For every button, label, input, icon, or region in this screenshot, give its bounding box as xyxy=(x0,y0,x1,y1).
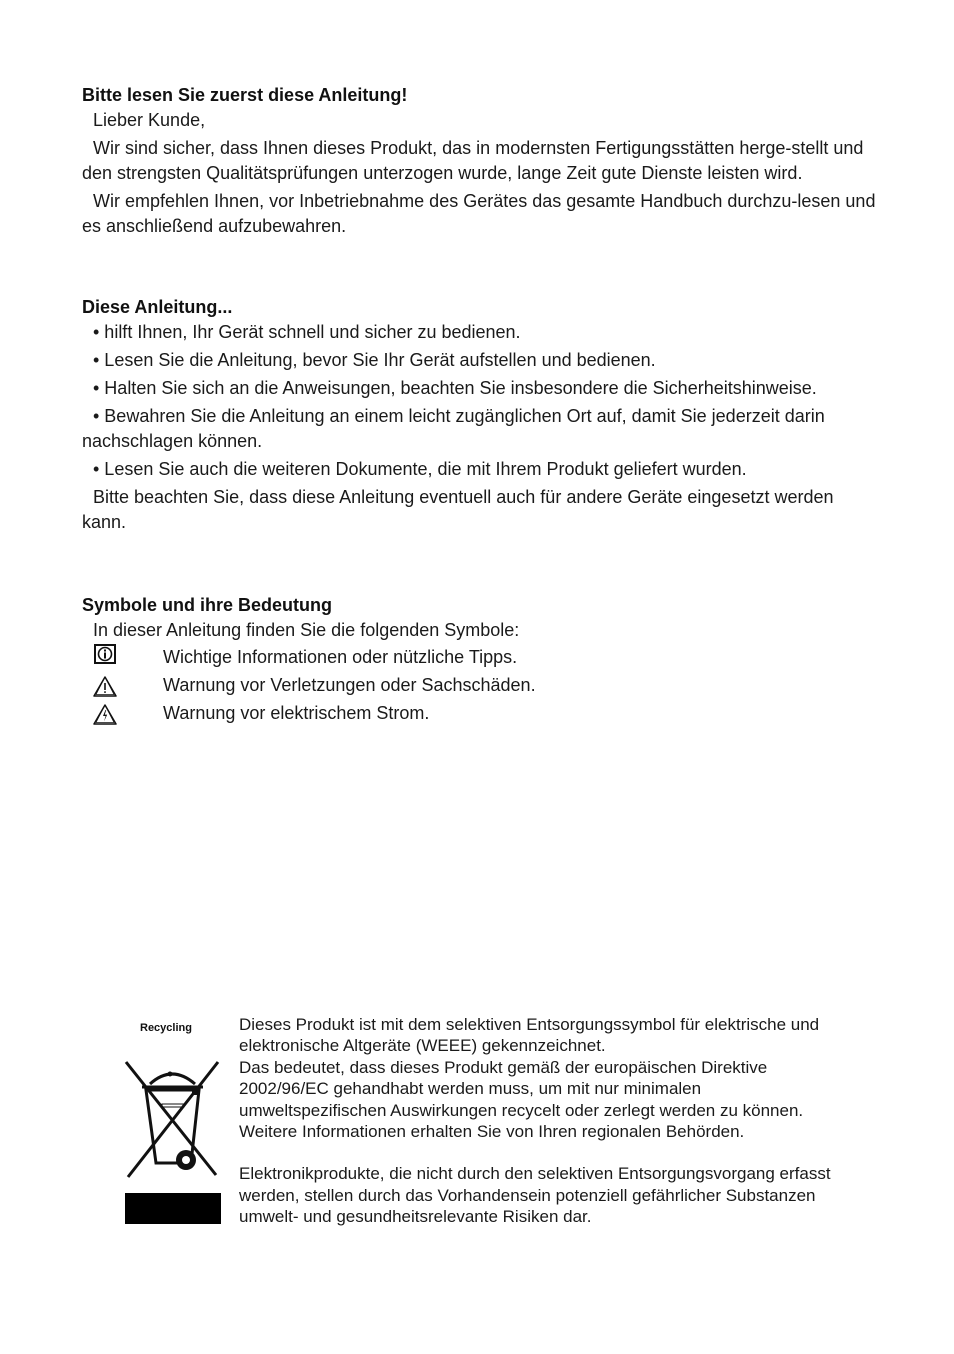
intro-paragraph: Wir sind sicher, dass Ihnen dieses Produkt, das in modernsten Fertigungsstätten herge-stellt und den strengsten Qualitätsprüfungen unterzogen wurde, lange Zeit gute Dienste leisten wird. xyxy=(82,138,864,183)
black-bar xyxy=(125,1193,221,1224)
recycling-label: Recycling xyxy=(140,1022,192,1034)
symbols-heading: Symbole und ihre Bedeutung xyxy=(82,595,333,615)
greeting: Lieber Kunde, xyxy=(93,110,206,130)
manual-heading: Diese Anleitung... xyxy=(82,297,233,317)
symbol-text: Warnung vor elektrischem Strom. xyxy=(163,703,430,723)
manual-item: • Halten Sie sich an die Anweisungen, beachten Sie insbesondere die Sicherheitshinweise. xyxy=(93,378,817,398)
symbol-row-electric xyxy=(82,701,882,729)
intro-section xyxy=(82,83,882,239)
manual-item: • hilft Ihnen, Ihr Gerät schnell und sicher zu bedienen. xyxy=(93,322,521,342)
warning-icon xyxy=(93,675,117,697)
weee-paragraph: Dieses Produkt ist mit dem selektiven Entsorgungssymbol für elektrische und elektronische Altgeräte (WEEE) gekennzeichnet. xyxy=(239,1015,820,1056)
intro-paragraph: Wir empfehlen Ihnen, vor Inbetriebnahme des Gerätes das gesamte Handbuch durchzu-lesen und es anschließend aufzubewahren. xyxy=(82,191,876,236)
symbol-text: Warnung vor Verletzungen oder Sachschäden. xyxy=(163,675,536,695)
symbols-intro: In dieser Anleitung finden Sie die folgenden Symbole: xyxy=(93,620,520,640)
symbol-row-info xyxy=(82,645,882,673)
manual-section xyxy=(82,295,882,535)
manual-item: • Lesen Sie auch die weiteren Dokumente, die mit Ihrem Produkt geliefert wurden. xyxy=(93,459,747,479)
manual-note: Bitte beachten Sie, dass diese Anleitung eventuell auch für andere Geräte eingesetzt werden kann. xyxy=(82,487,834,532)
weee-paragraph: Das bedeutet, dass dieses Produkt gemäß der europäischen Direktive 2002/96/EC gehandhabt werden muss, um mit nur minimalen umweltspezifischen Auswirkungen recycelt oder zerlegt werden zu können. Weitere Informationen erhalten Sie von Ihren regionalen Behörden. xyxy=(239,1057,804,1142)
symbol-text: Wichtige Informationen oder nützliche Tipps. xyxy=(163,647,518,667)
manual-item: • Lesen Sie die Anleitung, bevor Sie Ihr Gerät aufstellen und bedienen. xyxy=(93,350,656,370)
intro-heading: Bitte lesen Sie zuerst diese Anleitung! xyxy=(82,85,408,105)
symbols-section xyxy=(82,593,882,729)
weee-paragraph: Elektronikprodukte, die nicht durch den selektiven Entsorgungsvorgang erfasst werden, stellen durch das Vorhandensein potenziell gefährlicher Substanzen umwelt- und gesundheitsrelevante Risiken dar. xyxy=(239,1164,831,1227)
info-icon xyxy=(94,644,116,666)
symbol-row-warning xyxy=(82,673,882,701)
crossed-out-bin-icon xyxy=(124,1060,221,1185)
weee-text xyxy=(239,1014,839,1228)
electric-warning-icon xyxy=(93,703,117,725)
manual-item: • Bewahren Sie die Anleitung an einem leicht zugänglichen Ort auf, damit Sie jederzeit darin nachschlagen können. xyxy=(82,406,825,451)
